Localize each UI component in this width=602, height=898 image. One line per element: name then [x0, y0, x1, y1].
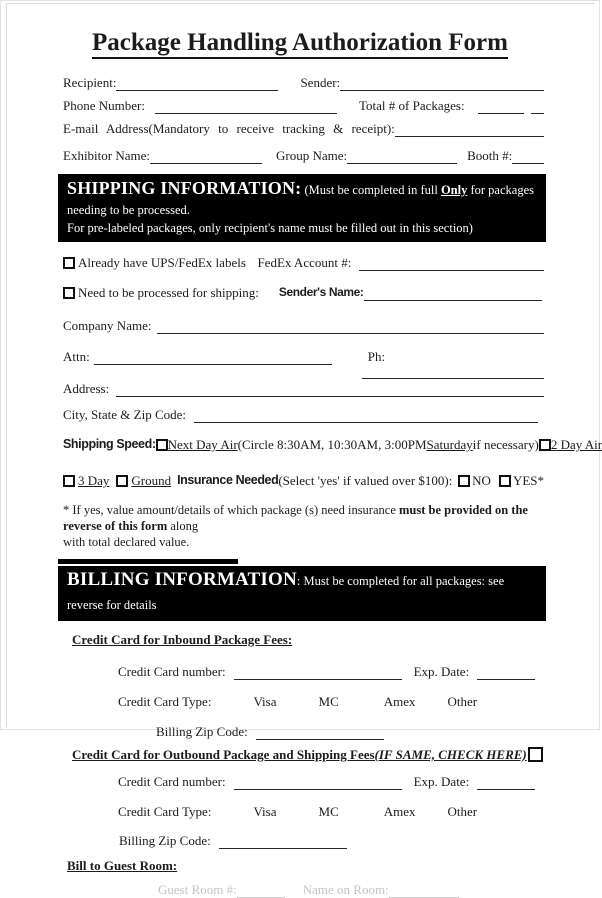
outbound-cc-type-other[interactable]: Other	[447, 804, 478, 819]
inbound-cc-type-amex[interactable]: Amex	[383, 694, 416, 709]
outbound-cc-type-label: Credit Card Type:	[118, 804, 212, 819]
address-label: Address:	[63, 381, 110, 396]
insurance-footnote: * If yes, value amount/details of which package (s) need insurance must be provided on the reverse of this form along with total declared value.	[63, 503, 528, 549]
address-field[interactable]	[116, 384, 544, 397]
fedex-account-label: FedEx Account #:	[257, 255, 352, 270]
outbound-billing-zip-field[interactable]	[219, 836, 347, 849]
recipient-field[interactable]	[116, 78, 278, 91]
inbound-cc-number-label: Credit Card number:	[118, 664, 226, 679]
three-day-label: 3 Day	[77, 473, 110, 488]
ph-field[interactable]	[362, 366, 544, 379]
shipping-section-bar: SHIPPING INFORMATION: (Must be completed in full Only for packages needing to be processed. For pre-labeled packages, only recipient's name must be filled out in this section)	[58, 174, 546, 242]
no-label: NO	[472, 473, 491, 488]
outbound-cc-number-field[interactable]	[234, 777, 402, 790]
total-packages-field[interactable]	[478, 101, 524, 114]
senders-name-label: Sender's Name:	[278, 285, 364, 299]
shipping-bar-note2: For pre-labeled packages, only recipient's name must be filled out in this section)	[67, 221, 473, 235]
billing-bar-strip	[58, 559, 238, 564]
attn-label: Attn:	[63, 349, 90, 364]
name-on-room-field[interactable]	[389, 885, 459, 898]
city-state-zip-label: City, State & Zip Code:	[63, 407, 187, 422]
inbound-exp-date-label: Exp. Date:	[413, 664, 470, 679]
next-day-air-label: Next Day Air	[167, 437, 238, 452]
senders-name-field[interactable]	[364, 288, 542, 301]
exhibitor-label: Exhibitor Name:	[63, 148, 151, 163]
checkbox-no[interactable]	[458, 475, 470, 487]
checkbox-need-processed[interactable]	[63, 287, 75, 299]
name-on-room-label: Name on Room:	[302, 882, 389, 897]
outbound-if-same-label: (IF SAME, CHECK HERE)	[374, 747, 527, 762]
checkbox-ground[interactable]	[116, 475, 128, 487]
checkbox-3-day[interactable]	[63, 475, 75, 487]
outbound-heading: Credit Card for Outbound Package and Shipping Fees	[72, 747, 375, 762]
guest-room-field[interactable]	[237, 885, 285, 898]
inbound-cc-type-visa[interactable]: Visa	[253, 694, 277, 709]
outbound-cc-type-visa[interactable]: Visa	[253, 804, 277, 819]
insurance-needed-label: Insurance Needed	[177, 473, 279, 487]
billing-section-bar	[58, 566, 546, 621]
city-state-zip-field[interactable]	[194, 410, 538, 423]
need-processed-label: Need to be processed for shipping:	[78, 285, 259, 300]
sender-field[interactable]	[340, 78, 544, 91]
billing-bar-title: BILLING INFORMATION	[67, 569, 297, 590]
inbound-billing-zip-field[interactable]	[256, 727, 384, 740]
checkbox-next-day-air[interactable]	[156, 439, 168, 451]
inbound-cc-type-label: Credit Card Type:	[118, 694, 212, 709]
company-label: Company Name:	[63, 318, 152, 333]
inbound-cc-type-mc[interactable]: MC	[318, 694, 339, 709]
guest-room-label: Guest Room #:	[158, 882, 237, 897]
ph-label: Ph:	[367, 349, 386, 364]
checkbox-2-day-air[interactable]	[539, 439, 551, 451]
phone-label: Phone Number:	[63, 98, 145, 113]
insurance-note: (Select 'yes' if valued over $100):	[278, 473, 453, 488]
shipping-bar-title: SHIPPING INFORMATION:	[67, 178, 302, 198]
circle-note-post: if necessary)	[472, 437, 539, 452]
group-label: Group Name:	[276, 148, 348, 163]
checkbox-have-labels[interactable]	[63, 257, 75, 269]
outbound-cc-type-mc[interactable]: MC	[318, 804, 339, 819]
outbound-cc-type-amex[interactable]: Amex	[383, 804, 416, 819]
attn-field[interactable]	[94, 352, 332, 365]
checkbox-same-card[interactable]	[528, 747, 543, 762]
page-title: Package Handling Authorization Form	[1, 29, 599, 57]
ground-label: Ground	[131, 473, 172, 488]
outbound-exp-date-label: Exp. Date:	[413, 774, 470, 789]
exhibitor-field[interactable]	[150, 151, 262, 164]
inbound-cc-type-other[interactable]: Other	[447, 694, 478, 709]
outbound-billing-zip-label: Billing Zip Code:	[119, 833, 211, 848]
checkbox-yes[interactable]	[499, 475, 511, 487]
total-packages-label: Total # of Packages:	[358, 98, 465, 113]
email-field[interactable]	[395, 124, 544, 137]
saturday-label: Saturday	[426, 437, 473, 452]
billing-bar-note: : Must be completed for all packages: see reverse for details	[67, 574, 505, 612]
group-field[interactable]	[347, 151, 457, 164]
fedex-account-field[interactable]	[359, 258, 544, 271]
email-label: E-mail Address(Mandatory to receive tracking & receipt):	[63, 121, 395, 136]
inbound-billing-zip-label: Billing Zip Code:	[156, 724, 248, 739]
shipping-speed-label: Shipping Speed:	[63, 437, 156, 451]
recipient-label: Recipient:	[63, 75, 117, 90]
phone-field[interactable]	[155, 101, 337, 114]
company-field[interactable]	[157, 321, 544, 334]
total-packages-field-dash[interactable]	[531, 101, 544, 114]
booth-field[interactable]	[512, 151, 544, 164]
yes-label: YES*	[512, 473, 544, 488]
circle-note-pre: (Circle 8:30AM, 10:30AM, 3:00PM	[237, 437, 427, 452]
outbound-exp-date-field[interactable]	[477, 777, 535, 790]
inbound-cc-number-field[interactable]	[234, 667, 402, 680]
booth-label: Booth #:	[467, 148, 513, 163]
outbound-cc-number-label: Credit Card number:	[118, 774, 226, 789]
two-day-air-label: 2 Day Air	[550, 437, 602, 452]
have-labels-label: Already have UPS/FedEx labels	[78, 255, 246, 270]
bill-to-guest-room-heading: Bill to Guest Room:	[67, 858, 178, 873]
inbound-heading: Credit Card for Inbound Package Fees:	[72, 632, 293, 647]
inbound-exp-date-field[interactable]	[477, 667, 535, 680]
sender-label: Sender:	[300, 75, 341, 90]
